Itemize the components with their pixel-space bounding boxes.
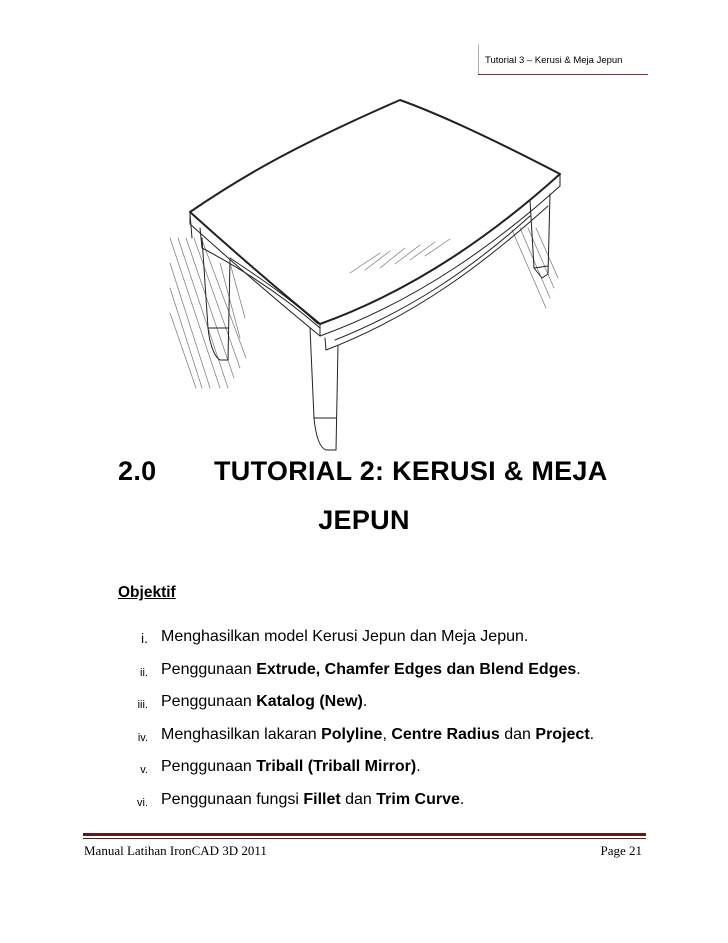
list-text <box>161 627 528 647</box>
text-run: Penggunaan <box>161 693 257 710</box>
text-run: . <box>589 725 595 743</box>
list-text <box>161 692 367 712</box>
text-run: . <box>459 790 465 808</box>
text-run: . <box>416 758 421 775</box>
list-text <box>161 660 581 680</box>
text-run: Penggunaan fungsi <box>161 790 304 808</box>
bold-term: Trim Curve <box>376 790 460 808</box>
bold-term: Project <box>535 725 590 743</box>
bold-term: Polyline <box>321 725 383 743</box>
footer-document-title: Manual Latihan IronCAD 3D 2011 <box>84 843 267 858</box>
bold-term: Centre Radius <box>391 725 500 743</box>
footer-rule <box>83 833 646 836</box>
list-number: i. <box>141 630 148 646</box>
list-item <box>118 725 678 758</box>
list-item <box>118 692 678 725</box>
objectives-heading: Objektif <box>118 584 176 601</box>
running-header <box>478 44 649 74</box>
list-item <box>118 790 678 823</box>
footer-rule-thin <box>83 838 646 839</box>
list-item <box>118 757 678 790</box>
text-run: dan <box>499 725 536 743</box>
objectives-list <box>118 627 678 822</box>
text-run: . <box>362 693 368 710</box>
list-item <box>118 660 678 693</box>
bold-term: Triball (Triball Mirror) <box>256 758 417 775</box>
text-run: Menghasilkan model Kerusi Jepun dan Meja Jepun. <box>161 628 529 645</box>
section-number: 2.0 <box>118 456 157 486</box>
text-run: . <box>576 660 581 678</box>
header-title: Tutorial 3 – Kerusi & Meja Jepun <box>485 55 623 66</box>
list-number: iii. <box>137 699 148 711</box>
text-run: dan <box>340 790 377 808</box>
section-title-line1: TUTORIAL 2: KERUSI & MEJA <box>214 456 608 486</box>
list-item <box>118 627 678 660</box>
footer-page-number: Page 21 <box>600 843 642 858</box>
list-number: vi. <box>137 796 148 809</box>
list-text <box>161 725 594 745</box>
list-number: iv. <box>137 731 148 744</box>
list-number: v. <box>140 764 148 776</box>
section-title-line2: JEPUN <box>318 505 410 535</box>
bold-term: Katalog (New) <box>256 693 363 710</box>
text-run: Menghasilkan lakaran <box>161 725 322 743</box>
table-illustration <box>150 88 590 468</box>
text-run: , <box>382 725 392 743</box>
bold-term: Extrude, Chamfer Edges dan Blend Edges <box>256 660 577 678</box>
list-text <box>161 790 464 810</box>
bold-term: Fillet <box>303 790 341 808</box>
list-text <box>161 757 421 777</box>
header-rule <box>478 74 648 75</box>
text-run: Penggunaan <box>161 758 257 775</box>
list-number: ii. <box>140 666 148 679</box>
text-run: Penggunaan <box>161 660 257 678</box>
